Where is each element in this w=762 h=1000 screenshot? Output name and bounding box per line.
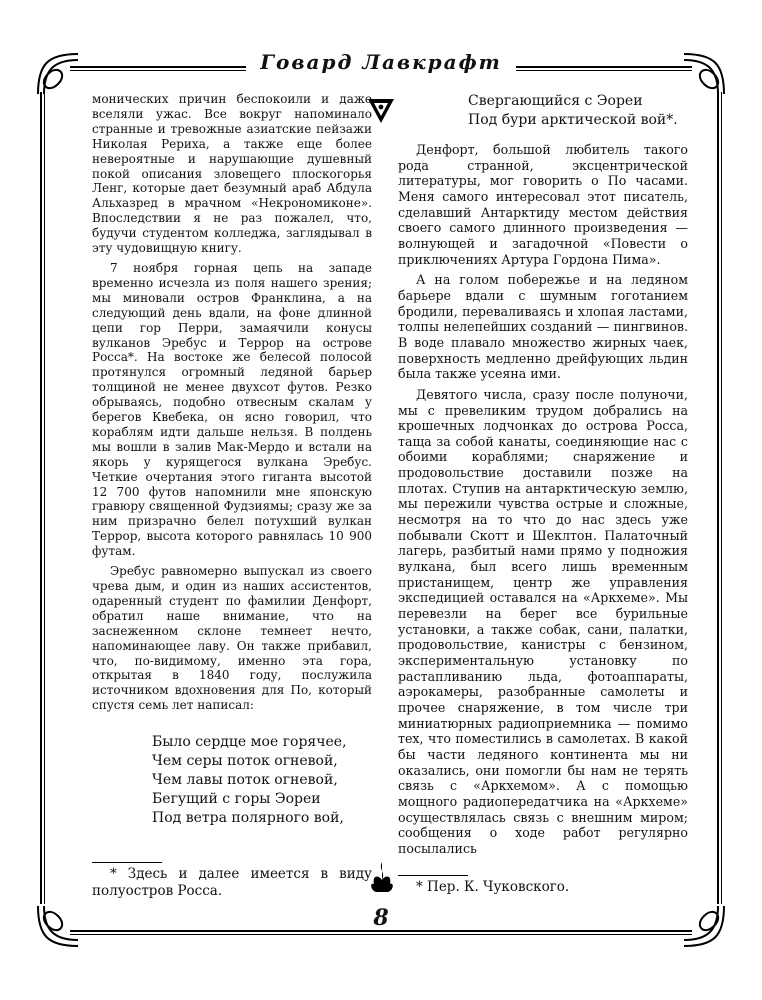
page-number: 8 [373, 905, 389, 931]
flame-ornament-icon [368, 860, 396, 894]
paragraph: 7 ноября горная цепь на западе временно исчезла из поля нашего зрения; мы миновали остров Франклина, а на следующий день вдали, на фоне длинной цепи гор Перри, замаячили конусы вулканов Эребус и Террор на острове Росса*. На востоке же белесой полосой протянулся огромный ледяной барьер толщиной не менее двухсот футов. Резко обрываясь, подобно отвесным скалам у берегов Квебека, он ясно говорил, что кораблям идти дальше нельзя. В полдень мы вошли в залив Мак-Мердо и встали на якорь у курящегося вулкана Эребус. Четкие очертания этого гиганта высотой 12 700 футов напомнили мне японскую гравюру священной Фудзиямы; сразу же за ним призрачно белел потухший вулкан Террор, высота которого равнялась 10 900 футам. [92, 260, 372, 559]
poem-line: Чем лавы поток огневой, [152, 772, 338, 789]
poem-line: Чем серы поток огневой, [152, 753, 338, 770]
poem-line: Под бури арктической вой*. [468, 112, 678, 128]
paragraph: А на голом побережье и на ледяном барьере вдали с шумным гоготанием бродили, переваливаясь и хлопая ластами, толпы нелепейших созданий — пингвинов. В воде плавало множество жирных чаек, поверхность медленно дрейфующих льдин была также усеяна ими. [398, 272, 688, 382]
paragraph: Девятого числа, сразу после полуночи, мы с превеликим трудом добрались на крошечных лодчонках до острова Росса, таща за собой канаты, соединяющие нас с обоими кораблями; снаряжение и продовольствие доставили позже на плотах. Ступив на антарктическую землю, мы пережили чувства острые и сложные, несмотря на то что до нас здесь уже побывали Скотт и Шеклтон. Палаточный лагерь, разбитый нами прямо у подножия вулкана, был всего лишь временным пристанищем, центр же управления экспедицией оставался на «Аркхеме». Мы перевезли на берег все бурильные установки, а также собак, сани, палатки, продовольствие, канистры с бензином, экспериментальную установку по растапливанию льда, фотоаппараты, аэрокамеры, разобранные самолеты и прочее снаряжение, в том числе три миниатюрных радиоприемника — помимо тех, что поместились в самолетах. В какой бы части ледяного континента мы ни оказались, они помогли бы нам не терять связь с «Аркхемом». А с помощью мощного радиопередатчика на «Аркхеме» осуществлялась связь с внешним миром; сообщения о ходе работ регулярно посылались [398, 386, 688, 856]
poem-stanza [152, 733, 372, 828]
paragraph: монических причин беспокоили и даже вселяли ужас. Все вокруг напоминало странные и тревожные азиатские пейзажи Николая Рериха, а также еще более невероятные и нарушающие душевный покой описания зловещего плоскогорья Ленг, которые дает безумный араб Абдула Альхазред в мрачном «Некрономиконе». Впоследствии я не раз пожалел, что, будучи студентом колледжа, заглядывал в эту чудовищную книгу. [92, 92, 372, 256]
footnote-rule [398, 875, 468, 876]
poem-line: Свергающийся с Эореи [468, 93, 643, 109]
poem-line: Под ветра полярного вой, [152, 810, 344, 827]
running-title: Говард Лавкрафт [246, 50, 516, 74]
footnote-rule [92, 862, 162, 863]
paragraph: Эребус равномерно выпускал из своего чрева дым, и один из наших ассистентов, одаренный студент по фамилии Денфорт, обратил наше внимание, что на заснеженном склоне темнеет нечто, напоминающее лаву. Он также прибавил, что, по-видимому, именно эта гора, открытая в 1840 году, послужила источником вдохновения для По, который спустя семь лет написал: [92, 564, 372, 713]
poem-line: Бегущий с горы Эореи [152, 791, 321, 808]
poem-stanza [468, 92, 688, 130]
frame-left-border [40, 92, 42, 904]
frame-right-border [717, 92, 719, 904]
left-text-column [92, 92, 372, 828]
right-text-column [398, 92, 688, 857]
footnote-right: * Пер. К. Чуковского. [416, 879, 570, 895]
poem-line: Было сердце мое горячее, [152, 734, 347, 751]
footnote-left: * Здесь и далее имеется в виду полуостров Росса. [92, 866, 372, 899]
paragraph: Денфорт, большой любитель такого рода странной, эксцентрической литературы, мог говорить о По часами. Меня самого интересовал этот писатель, сделавший Антарктиду местом действия своего самого длинного произведения — волнующей и загадочной «Повести о приключениях Артура Гордона Пима». [398, 142, 688, 267]
running-header [0, 50, 762, 74]
